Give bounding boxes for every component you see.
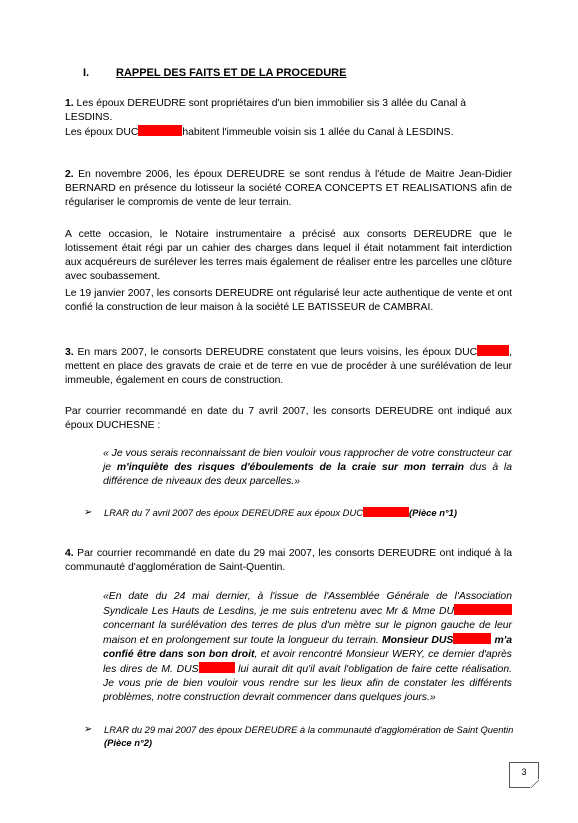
- redaction-box: [453, 633, 491, 644]
- redaction-box: [477, 345, 509, 356]
- quote-emphasis: m'inquiète des risques d'éboulements de la craie sur mon terrain: [116, 462, 464, 473]
- paragraph-2c: [65, 287, 512, 315]
- quote-emphasis: m'a confié être dans son bon droit: [103, 635, 512, 660]
- exhibit-text: LRAR du 29 mai 2007 des époux DEREUDRE à la communauté d'agglomération de Saint Quentin: [104, 724, 514, 735]
- section-heading: [83, 66, 346, 80]
- exhibit-reference-1: [84, 506, 514, 519]
- page-curl-icon: [530, 779, 539, 788]
- paragraph-1: [65, 97, 512, 125]
- paragraph-text: Par courrier recommandé en date du 7 avril 2007, les consorts DEREUDRE ont indiqué aux époux DUCHESNE :: [65, 406, 512, 431]
- paragraph-2b: [65, 228, 512, 284]
- paragraph-text: habitent l'immeuble voisin sis 1 allée du Canal à LESDINS.: [182, 127, 454, 138]
- paragraph-3b: [65, 405, 512, 433]
- paragraph-text: Les époux DUC: [65, 127, 139, 138]
- redaction-box: [199, 662, 235, 673]
- exhibit-text: LRAR du 7 avril 2007 des époux DEREUDRE aux époux DUC: [104, 507, 363, 518]
- redaction-box: [363, 507, 409, 517]
- paragraph-text: Par courrier recommandé en date du 29 mai 2007, les consorts DEREUDRE ont indiqué à la communauté d'agglomération de Saint-Quentin.: [65, 548, 512, 573]
- paragraph-text: En novembre 2006, les époux DEREUDRE se sont rendus à l'étude de Maitre Jean-Didier BERNARD en présence du lotisseur la société COREA CONCEPTS ET REALISATIONS afin de régulariser le compromis de vente de leur terrain.: [65, 169, 512, 208]
- quote-1: [103, 447, 512, 489]
- quote-text: lui aurait dit qu'il avait l'obligation de faire cette réalisation. Je vous prie de bien vouloir vous rendre sur les lieux afin de constater les différents problèmes, notre construction devrait commencer dans quelques jours.»: [103, 664, 512, 703]
- page-number: 3: [521, 767, 527, 777]
- quote-text: , et avoir rencontré Monsieur WERY, ce dernier d'après les dires de M. DUS: [103, 649, 512, 675]
- page-number-box: [509, 762, 539, 788]
- quote-text: concernant la surélévation des terres de plus d'un mètre sur le pignon gauche de leur maison et en prolongement sur toute la longueur du terrain.: [103, 620, 512, 646]
- quote-2: [103, 590, 512, 705]
- paragraph-text: A cette occasion, le Notaire instrumentaire a précisé aux consorts DEREUDRE que le lotissement était régi par un cahier des charges dans lequel il était notamment fait interdiction aux acquéreurs de surélever les terres mais également de réaliser entre les parcelles une clôture avec soubassement.: [65, 229, 512, 282]
- quote-text: « Je vous serais reconnaissant de bien vouloir vous rapprocher de votre constructeur car je: [103, 448, 512, 473]
- paragraph-text: En mars 2007, le consorts DEREUDRE constatent que leurs voisins, les époux DUC: [73, 347, 478, 358]
- paragraph-text: Les époux DEREUDRE sont propriétaires d'un bien immobilier sis 3 allée du Canal à LESDINS.: [65, 98, 467, 123]
- arrow-bullet-icon: ➢: [84, 507, 93, 518]
- paragraph-1b: [65, 125, 512, 140]
- paragraph-number: 2.: [65, 169, 74, 180]
- section-number: I.: [83, 67, 90, 79]
- section-title: RAPPEL DES FAITS ET DE LA PROCEDURE: [116, 67, 347, 79]
- redaction-box: [138, 125, 182, 136]
- exhibit-label: (Pièce n°1): [408, 507, 458, 518]
- quote-text: «En date du 24 mai dernier, à l'issue de l'Assemblée Générale de l'Association Syndicale Les Hauts de Lesdins, je me suis entretenu avec Mr & Mme DU: [103, 591, 512, 617]
- paragraph-4: [65, 547, 512, 575]
- paragraph-number: 4.: [65, 548, 74, 559]
- paragraph-2: [65, 168, 512, 210]
- paragraph-3: [65, 345, 512, 388]
- paragraph-number: 1.: [65, 98, 74, 109]
- quote-emphasis: Monsieur DUS: [382, 635, 454, 646]
- redaction-box: [454, 604, 512, 615]
- arrow-bullet-icon: ➢: [84, 724, 93, 735]
- paragraph-number: 3.: [65, 347, 74, 358]
- paragraph-text: Le 19 janvier 2007, les consorts DEREUDRE ont régularisé leur acte authentique de vente et ont confié la construction de leur maison à la société LE BATISSEUR de CAMBRAI.: [65, 288, 512, 313]
- quote-text: dus à la différence de niveaux des deux parcelles.»: [103, 462, 513, 487]
- exhibit-reference-2: [84, 723, 514, 749]
- paragraph-text: , mettent en place des gravats de craie et de terre en vue de procéder à une surélévation de leur immeuble, également en cours de construction.: [65, 347, 512, 386]
- exhibit-label: (Pièce n°2): [104, 737, 153, 748]
